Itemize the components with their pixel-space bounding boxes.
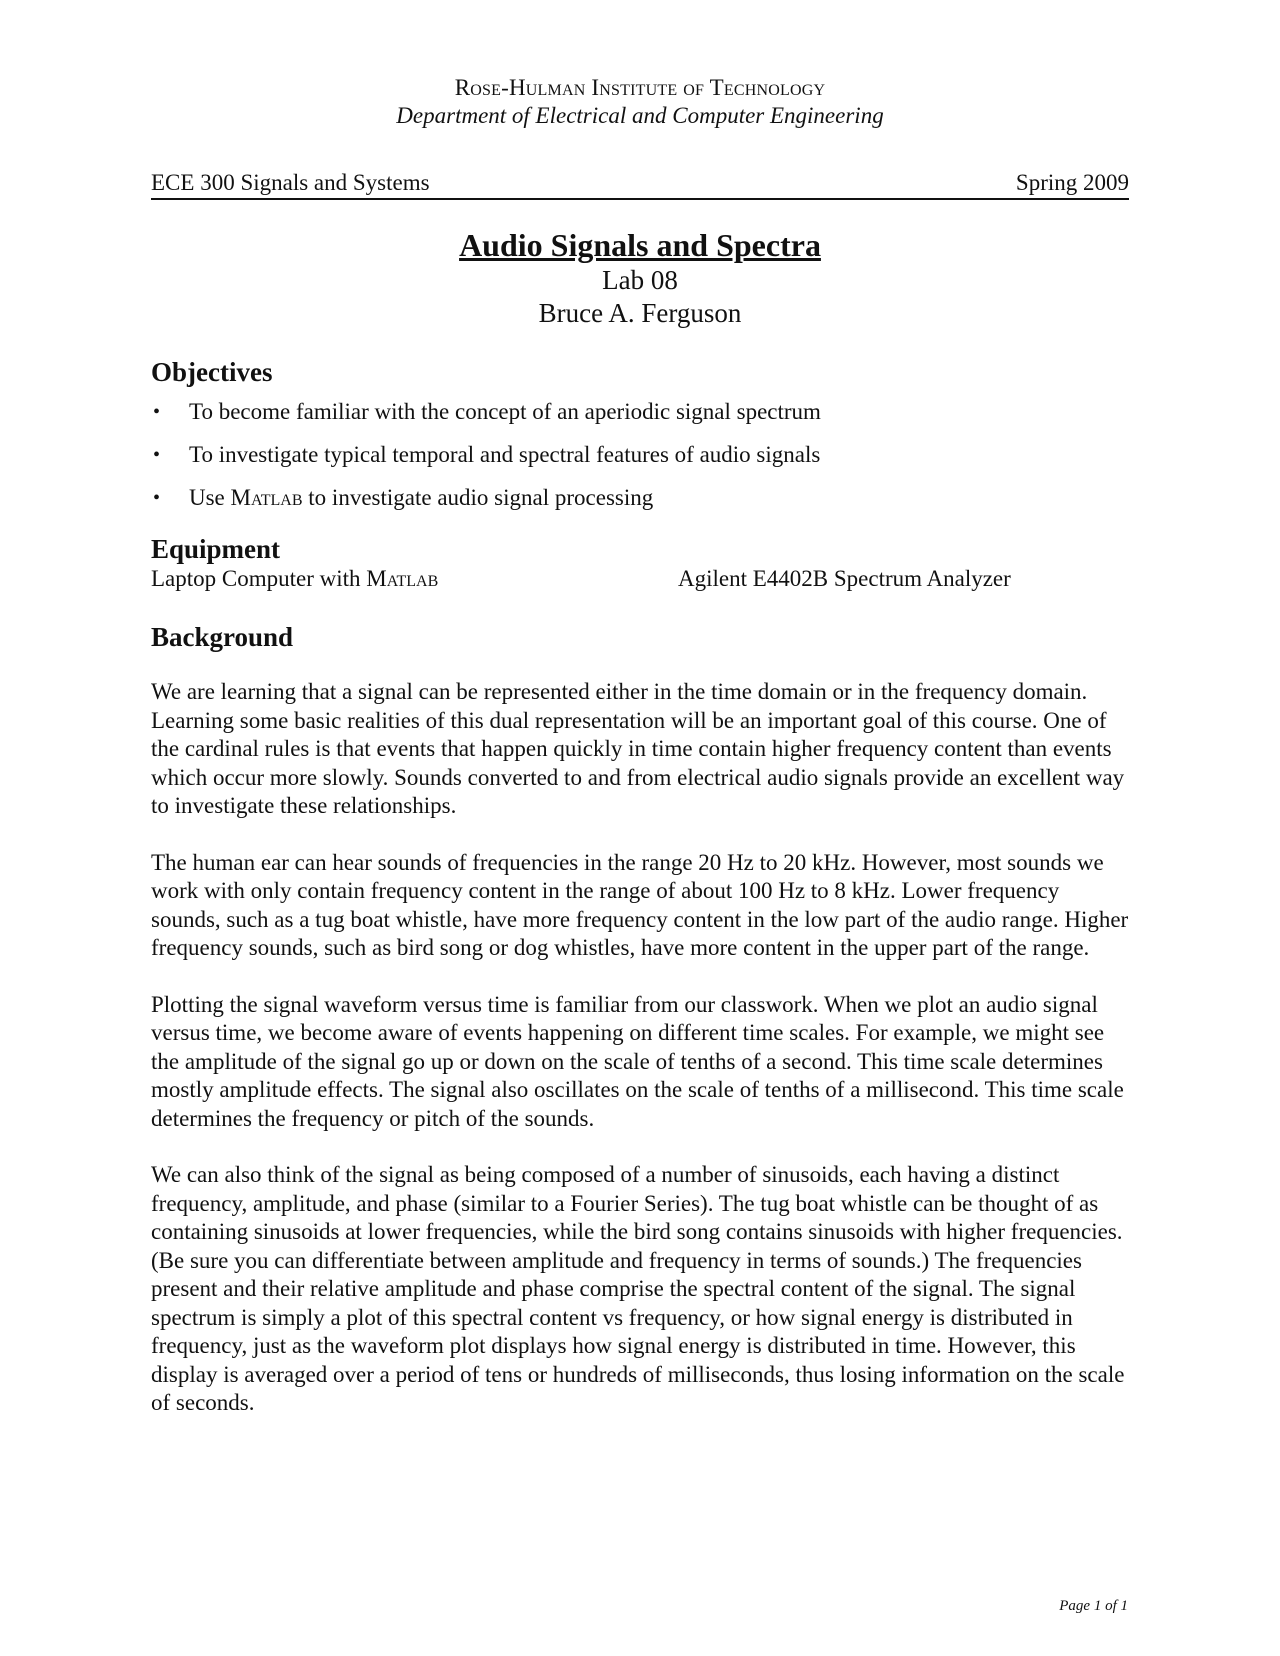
department-name: Department of Electrical and Computer Engineering bbox=[396, 103, 884, 128]
document-title: Audio Signals and Spectra bbox=[459, 227, 821, 263]
bullet-icon: • bbox=[153, 444, 161, 466]
objective-item bbox=[151, 398, 1129, 426]
lab-number: Lab 08 bbox=[602, 265, 678, 295]
matlab-name: Matlab bbox=[366, 566, 439, 591]
course-header-row bbox=[151, 168, 1129, 200]
course-term: Spring 2009 bbox=[1015, 170, 1129, 195]
equipment-item-analyzer: Agilent E4402B Spectrum Analyzer bbox=[678, 566, 1011, 591]
background-paragraph: We can also think of the signal as being composed of a number of sinusoids, each having a distinct frequency, amplitude, and phase (similar to a Fourier Series). The tug boat whistle can be thought of as containing sinusoids at lower frequencies, while the bird song contains sinusoids with higher frequencies. (Be sure you can differentiate between amplitude and frequency in terms of sounds.) The frequencies present and their relative amplitude and phase comprise the spectral content of the signal. The signal spectrum is simply a plot of this spectral content vs frequency, or how signal energy is distributed in frequency, just as the waveform plot displays how signal energy is distributed in time. However, this display is averaged over a period of tens or hundreds of milliseconds, thus losing information on the scale of seconds. bbox=[151, 1162, 1125, 1415]
objectives-heading: Objectives bbox=[151, 357, 273, 387]
background-paragraph: Plotting the signal waveform versus time is familiar from our classwork. When we plot an audio signal versus time, we become aware of events happening on different time scales. For example, we might see the amplitude of the signal go up or down on the scale of tenths of a second. This time scale determines mostly amplitude effects. The signal also oscillates on the scale of tenths of a millisecond. This time scale determines the frequency or pitch of the sounds. bbox=[151, 991, 1124, 1131]
objective-text-prefix: Use bbox=[189, 485, 231, 510]
page-content bbox=[151, 74, 1129, 1418]
equipment-row bbox=[151, 565, 1129, 593]
equipment-heading: Equipment bbox=[151, 534, 281, 564]
author-name: Bruce A. Ferguson bbox=[538, 298, 742, 328]
bullet-icon: • bbox=[153, 487, 161, 509]
page-number: Page 1 of 1 bbox=[1059, 1598, 1128, 1614]
objectives-list bbox=[151, 398, 1129, 512]
objective-text: To become familiar with the concept of an aperiodic signal spectrum bbox=[189, 399, 821, 424]
objective-item bbox=[151, 484, 1129, 512]
background-paragraph: The human ear can hear sounds of frequencies in the range 20 Hz to 20 kHz. However, most sounds we work with only contain frequency content in the range of about 100 Hz to 8 kHz. Lower frequency sounds, such as a tug boat whistle, have more frequency content in the low part of the audio range. Higher frequency sounds, such as bird song or dog whistles, have more content in the upper part of the range. bbox=[151, 849, 1129, 960]
matlab-name: Matlab bbox=[230, 485, 303, 510]
bullet-icon: • bbox=[153, 401, 161, 423]
course-name: ECE 300 Signals and Systems bbox=[151, 170, 430, 195]
objective-text: To investigate typical temporal and spectral features of audio signals bbox=[189, 442, 821, 467]
institution-name: Rose-Hulman Institute of Technology bbox=[454, 75, 826, 100]
background-paragraph: We are learning that a signal can be represented either in the time domain or in the frequency domain. Learning some basic realities of this dual representation will be an important goal of this course. One of the cardinal rules is that events that happen quickly in time contain higher frequency content than events which occur more slowly. Sounds converted to and from electrical audio signals provide an excellent way to investigate these relationships. bbox=[151, 679, 1125, 818]
equipment-laptop-text: Laptop Computer with bbox=[151, 566, 367, 591]
equipment-item-laptop bbox=[151, 565, 678, 593]
objective-text-suffix: to investigate audio signal processing bbox=[302, 485, 654, 510]
background-heading: Background bbox=[151, 622, 294, 652]
objective-item bbox=[151, 441, 1129, 469]
